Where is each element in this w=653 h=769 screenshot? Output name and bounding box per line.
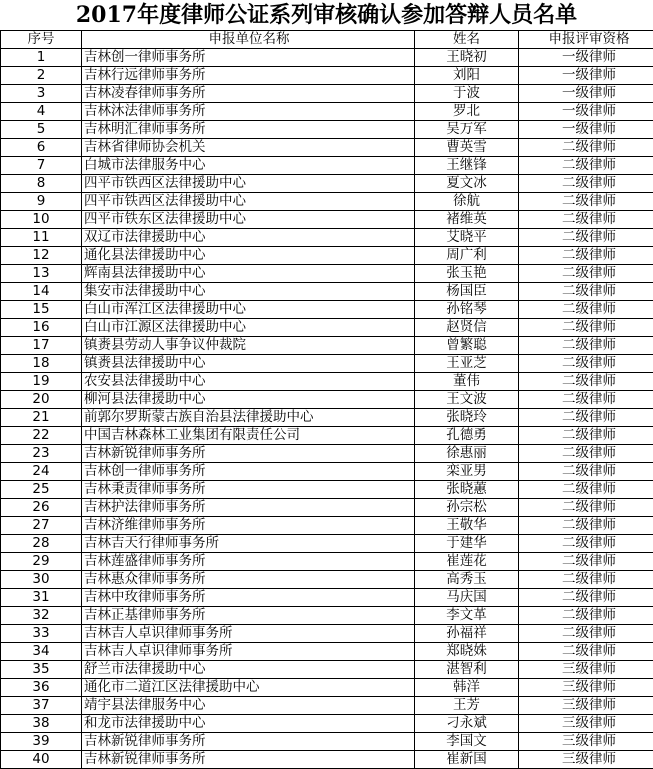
cell-serial: 39 bbox=[1, 733, 82, 751]
table-row bbox=[1, 535, 653, 553]
table-row bbox=[1, 427, 653, 445]
page-title: 2017年度律师公证系列审核确认参加答辩人员名单 bbox=[0, 0, 653, 30]
cell-grade: 二级律师 bbox=[519, 571, 653, 589]
cell-unit: 吉林创一律师事务所 bbox=[82, 49, 415, 67]
cell-serial: 9 bbox=[1, 193, 82, 211]
cell-grade: 二级律师 bbox=[519, 535, 653, 553]
table-row bbox=[1, 445, 653, 463]
table-row bbox=[1, 355, 653, 373]
cell-grade: 二级律师 bbox=[519, 229, 653, 247]
cell-unit: 吉林济维律师事务所 bbox=[82, 517, 415, 535]
cell-unit: 集安市法律援助中心 bbox=[82, 283, 415, 301]
cell-unit: 吉林创一律师事务所 bbox=[82, 463, 415, 481]
cell-serial: 1 bbox=[1, 49, 82, 67]
table-row bbox=[1, 373, 653, 391]
cell-name: 孙宗松 bbox=[415, 499, 519, 517]
cell-name: 于波 bbox=[415, 85, 519, 103]
cell-name: 王芳 bbox=[415, 697, 519, 715]
cell-grade: 二级律师 bbox=[519, 589, 653, 607]
cell-unit: 中国吉林森林工业集团有限责任公司 bbox=[82, 427, 415, 445]
cell-grade: 二级律师 bbox=[519, 499, 653, 517]
cell-name: 吴万军 bbox=[415, 121, 519, 139]
table-row bbox=[1, 607, 653, 625]
cell-unit: 四平市铁西区法律援助中心 bbox=[82, 193, 415, 211]
cell-serial: 33 bbox=[1, 625, 82, 643]
cell-unit: 靖宇县法律服务中心 bbox=[82, 697, 415, 715]
cell-name: 杨国臣 bbox=[415, 283, 519, 301]
cell-unit: 吉林吉人卓识律师事务所 bbox=[82, 643, 415, 661]
cell-serial: 28 bbox=[1, 535, 82, 553]
cell-serial: 3 bbox=[1, 85, 82, 103]
cell-unit: 通化县法律援助中心 bbox=[82, 247, 415, 265]
cell-name: 孔德勇 bbox=[415, 427, 519, 445]
table-row bbox=[1, 319, 653, 337]
table-row bbox=[1, 193, 653, 211]
cell-serial: 16 bbox=[1, 319, 82, 337]
cell-grade: 二级律师 bbox=[519, 283, 653, 301]
cell-unit: 吉林护法律师事务所 bbox=[82, 499, 415, 517]
cell-grade: 二级律师 bbox=[519, 427, 653, 445]
cell-serial: 15 bbox=[1, 301, 82, 319]
cell-name: 夏文冰 bbox=[415, 175, 519, 193]
cell-unit: 吉林吉人卓识律师事务所 bbox=[82, 625, 415, 643]
table-row bbox=[1, 751, 653, 769]
cell-unit: 吉林莲盛律师事务所 bbox=[82, 553, 415, 571]
cell-name: 艾晓平 bbox=[415, 229, 519, 247]
cell-grade: 二级律师 bbox=[519, 409, 653, 427]
cell-serial: 11 bbox=[1, 229, 82, 247]
cell-grade: 二级律师 bbox=[519, 553, 653, 571]
cell-name: 孙福祥 bbox=[415, 625, 519, 643]
cell-serial: 32 bbox=[1, 607, 82, 625]
cell-unit: 吉林秉责律师事务所 bbox=[82, 481, 415, 499]
cell-name: 李文革 bbox=[415, 607, 519, 625]
cell-name: 王文波 bbox=[415, 391, 519, 409]
cell-grade: 二级律师 bbox=[519, 247, 653, 265]
cell-serial: 12 bbox=[1, 247, 82, 265]
cell-name: 张玉艳 bbox=[415, 265, 519, 283]
cell-grade: 二级律师 bbox=[519, 157, 653, 175]
table-row bbox=[1, 409, 653, 427]
cell-grade: 一级律师 bbox=[519, 49, 653, 67]
cell-name: 张晓蕙 bbox=[415, 481, 519, 499]
table-row bbox=[1, 85, 653, 103]
table-row bbox=[1, 589, 653, 607]
cell-serial: 38 bbox=[1, 715, 82, 733]
cell-serial: 37 bbox=[1, 697, 82, 715]
cell-grade: 三级律师 bbox=[519, 751, 653, 769]
cell-serial: 8 bbox=[1, 175, 82, 193]
table-row bbox=[1, 211, 653, 229]
table-row bbox=[1, 229, 653, 247]
table-row bbox=[1, 571, 653, 589]
cell-serial: 6 bbox=[1, 139, 82, 157]
cell-grade: 二级律师 bbox=[519, 139, 653, 157]
cell-unit: 镇赉县法律援助中心 bbox=[82, 355, 415, 373]
table-row bbox=[1, 553, 653, 571]
cell-serial: 30 bbox=[1, 571, 82, 589]
cell-grade: 一级律师 bbox=[519, 103, 653, 121]
table-row bbox=[1, 463, 653, 481]
cell-serial: 17 bbox=[1, 337, 82, 355]
cell-name: 韩洋 bbox=[415, 679, 519, 697]
cell-serial: 36 bbox=[1, 679, 82, 697]
table-row bbox=[1, 391, 653, 409]
cell-grade: 二级律师 bbox=[519, 337, 653, 355]
cell-name: 徐惠丽 bbox=[415, 445, 519, 463]
cell-unit: 四平市铁东区法律援助中心 bbox=[82, 211, 415, 229]
cell-serial: 22 bbox=[1, 427, 82, 445]
cell-unit: 白山市江源区法律援助中心 bbox=[82, 319, 415, 337]
cell-name: 于建华 bbox=[415, 535, 519, 553]
cell-unit: 吉林吉天行律师事务所 bbox=[82, 535, 415, 553]
cell-unit: 吉林明汇律师事务所 bbox=[82, 121, 415, 139]
cell-unit: 吉林新锐律师事务所 bbox=[82, 733, 415, 751]
cell-name: 王继锋 bbox=[415, 157, 519, 175]
table-row bbox=[1, 625, 653, 643]
cell-unit: 和龙市法律援助中心 bbox=[82, 715, 415, 733]
cell-name: 曾繁聪 bbox=[415, 337, 519, 355]
cell-serial: 29 bbox=[1, 553, 82, 571]
cell-unit: 舒兰市法律援助中心 bbox=[82, 661, 415, 679]
cell-grade: 三级律师 bbox=[519, 679, 653, 697]
cell-serial: 24 bbox=[1, 463, 82, 481]
cell-grade: 二级律师 bbox=[519, 211, 653, 229]
table-row bbox=[1, 247, 653, 265]
table-row bbox=[1, 715, 653, 733]
roster-table bbox=[0, 30, 653, 769]
table-row bbox=[1, 733, 653, 751]
cell-name: 孙铭琴 bbox=[415, 301, 519, 319]
cell-serial: 27 bbox=[1, 517, 82, 535]
cell-name: 董伟 bbox=[415, 373, 519, 391]
cell-unit: 吉林沐法律师事务所 bbox=[82, 103, 415, 121]
cell-grade: 二级律师 bbox=[519, 607, 653, 625]
cell-grade: 二级律师 bbox=[519, 355, 653, 373]
cell-name: 湛智利 bbox=[415, 661, 519, 679]
cell-unit: 前郭尔罗斯蒙古族自治县法律援助中心 bbox=[82, 409, 415, 427]
cell-name: 马庆国 bbox=[415, 589, 519, 607]
table-row bbox=[1, 301, 653, 319]
cell-grade: 二级律师 bbox=[519, 517, 653, 535]
cell-grade: 二级律师 bbox=[519, 319, 653, 337]
cell-name: 崔莲花 bbox=[415, 553, 519, 571]
cell-name: 崔新国 bbox=[415, 751, 519, 769]
table-row bbox=[1, 265, 653, 283]
table-row bbox=[1, 157, 653, 175]
cell-unit: 农安县法律援助中心 bbox=[82, 373, 415, 391]
cell-grade: 三级律师 bbox=[519, 661, 653, 679]
cell-unit: 双辽市法律援助中心 bbox=[82, 229, 415, 247]
cell-name: 周广利 bbox=[415, 247, 519, 265]
header-serial: 序号 bbox=[1, 31, 82, 49]
cell-grade: 二级律师 bbox=[519, 175, 653, 193]
cell-grade: 一级律师 bbox=[519, 67, 653, 85]
cell-grade: 二级律师 bbox=[519, 193, 653, 211]
cell-name: 王亚芝 bbox=[415, 355, 519, 373]
table-row bbox=[1, 517, 653, 535]
table-row bbox=[1, 697, 653, 715]
cell-serial: 25 bbox=[1, 481, 82, 499]
cell-serial: 21 bbox=[1, 409, 82, 427]
table-row bbox=[1, 121, 653, 139]
cell-serial: 19 bbox=[1, 373, 82, 391]
header-name: 姓名 bbox=[415, 31, 519, 49]
cell-unit: 吉林中玫律师事务所 bbox=[82, 589, 415, 607]
cell-name: 郑晓姝 bbox=[415, 643, 519, 661]
cell-unit: 白山市浑江区法律援助中心 bbox=[82, 301, 415, 319]
table-row bbox=[1, 103, 653, 121]
cell-serial: 7 bbox=[1, 157, 82, 175]
cell-unit: 辉南县法律援助中心 bbox=[82, 265, 415, 283]
table-row bbox=[1, 283, 653, 301]
table-row bbox=[1, 661, 653, 679]
cell-unit: 镇赉县劳动人事争议仲裁院 bbox=[82, 337, 415, 355]
cell-name: 李国文 bbox=[415, 733, 519, 751]
cell-serial: 23 bbox=[1, 445, 82, 463]
cell-unit: 吉林新锐律师事务所 bbox=[82, 445, 415, 463]
cell-name: 王敬华 bbox=[415, 517, 519, 535]
cell-grade: 二级律师 bbox=[519, 625, 653, 643]
table-row bbox=[1, 481, 653, 499]
cell-serial: 10 bbox=[1, 211, 82, 229]
cell-grade: 三级律师 bbox=[519, 715, 653, 733]
table-header-row bbox=[1, 31, 653, 49]
table-row bbox=[1, 337, 653, 355]
cell-name: 褚维英 bbox=[415, 211, 519, 229]
table-row bbox=[1, 499, 653, 517]
cell-serial: 31 bbox=[1, 589, 82, 607]
cell-serial: 40 bbox=[1, 751, 82, 769]
cell-unit: 吉林新锐律师事务所 bbox=[82, 751, 415, 769]
cell-grade: 二级律师 bbox=[519, 265, 653, 283]
table-row bbox=[1, 175, 653, 193]
cell-grade: 一级律师 bbox=[519, 85, 653, 103]
cell-serial: 4 bbox=[1, 103, 82, 121]
cell-serial: 18 bbox=[1, 355, 82, 373]
cell-name: 栾亚男 bbox=[415, 463, 519, 481]
cell-unit: 吉林惠众律师事务所 bbox=[82, 571, 415, 589]
cell-grade: 二级律师 bbox=[519, 481, 653, 499]
cell-grade: 二级律师 bbox=[519, 445, 653, 463]
cell-serial: 14 bbox=[1, 283, 82, 301]
cell-grade: 一级律师 bbox=[519, 121, 653, 139]
cell-serial: 20 bbox=[1, 391, 82, 409]
table-row bbox=[1, 679, 653, 697]
cell-grade: 三级律师 bbox=[519, 697, 653, 715]
cell-grade: 二级律师 bbox=[519, 643, 653, 661]
cell-grade: 二级律师 bbox=[519, 391, 653, 409]
header-unit: 申报单位名称 bbox=[82, 31, 415, 49]
table-row bbox=[1, 139, 653, 157]
cell-unit: 通化市二道江区法律援助中心 bbox=[82, 679, 415, 697]
table-row bbox=[1, 643, 653, 661]
cell-unit: 柳河县法律援助中心 bbox=[82, 391, 415, 409]
cell-unit: 吉林凌春律师事务所 bbox=[82, 85, 415, 103]
table-row bbox=[1, 49, 653, 67]
cell-grade: 三级律师 bbox=[519, 733, 653, 751]
cell-unit: 四平市铁西区法律援助中心 bbox=[82, 175, 415, 193]
cell-name: 徐航 bbox=[415, 193, 519, 211]
cell-serial: 13 bbox=[1, 265, 82, 283]
cell-serial: 34 bbox=[1, 643, 82, 661]
cell-serial: 2 bbox=[1, 67, 82, 85]
cell-name: 刘阳 bbox=[415, 67, 519, 85]
cell-name: 张晓玲 bbox=[415, 409, 519, 427]
table-body bbox=[1, 49, 653, 769]
cell-serial: 5 bbox=[1, 121, 82, 139]
table-row bbox=[1, 67, 653, 85]
cell-unit: 吉林省律师协会机关 bbox=[82, 139, 415, 157]
cell-unit: 吉林行远律师事务所 bbox=[82, 67, 415, 85]
cell-name: 罗北 bbox=[415, 103, 519, 121]
cell-name: 曹英雪 bbox=[415, 139, 519, 157]
cell-name: 高秀玉 bbox=[415, 571, 519, 589]
cell-grade: 二级律师 bbox=[519, 373, 653, 391]
cell-name: 赵贤信 bbox=[415, 319, 519, 337]
cell-serial: 35 bbox=[1, 661, 82, 679]
cell-serial: 26 bbox=[1, 499, 82, 517]
cell-unit: 吉林正基律师事务所 bbox=[82, 607, 415, 625]
cell-grade: 二级律师 bbox=[519, 301, 653, 319]
cell-grade: 二级律师 bbox=[519, 463, 653, 481]
cell-name: 王晓初 bbox=[415, 49, 519, 67]
cell-unit: 白城市法律服务中心 bbox=[82, 157, 415, 175]
cell-name: 刁永斌 bbox=[415, 715, 519, 733]
header-grade: 申报评审资格 bbox=[519, 31, 653, 49]
